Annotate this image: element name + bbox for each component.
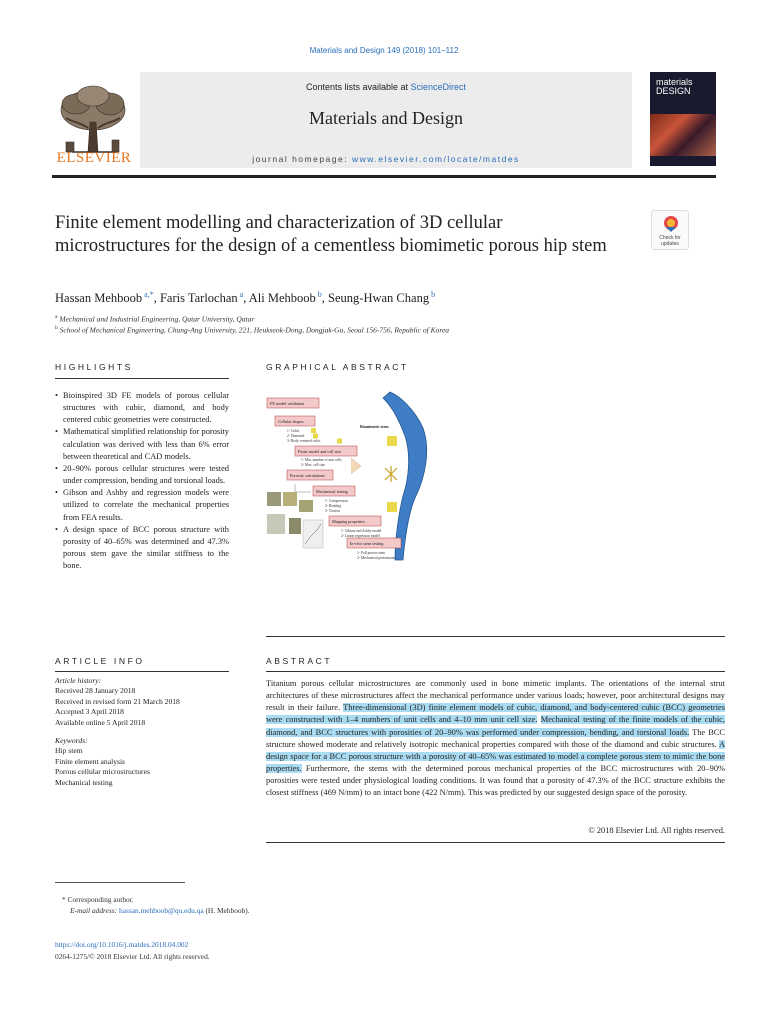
corresponding-star[interactable]: * <box>149 290 154 299</box>
ga-label: 1- Gibson and Ashby model <box>341 529 382 533</box>
check-updates-label: Check for updates <box>659 235 681 247</box>
highlighted-sentence[interactable]: A design space for a BCC porous structure with a porosity of 40–65% was estimated to model a complete porous stem to mimic the bone properties. <box>266 739 725 774</box>
revised-date: Received in revised form 21 March 2018 <box>55 696 180 706</box>
highlights-heading: HIGHLIGHTS <box>55 362 133 372</box>
check-for-updates-button[interactable] <box>651 210 689 250</box>
homepage-prefix: journal homepage: <box>252 154 352 164</box>
highlight-item: • A design space of BCC porous structure with porosity of 40–65% was determined and 47.3% porous stem gave the similar stiffness to the bone. <box>55 524 229 573</box>
ga-label: 2- Max. cell size <box>301 463 325 467</box>
email-footnote: E-mail address: hassan.mehboob@qu.edu.qa (H. Mehboob). <box>70 906 250 915</box>
ga-label: 1- Min. number of unit cells <box>301 458 342 462</box>
journal-reference-link[interactable]: Materials and Design 149 (2018) 101–112 <box>309 46 459 55</box>
ga-label: 2- Linear regression model <box>341 534 380 538</box>
corresponding-footnote: * Corresponding author. <box>62 895 134 904</box>
author-affil-mark: b <box>317 290 322 299</box>
highlighted-sentence[interactable]: Three-dimensional (3D) finite element models of cubic, diamond, and body-centered cubic (BCC) geometries were constructed with 1–4 numbers of unit cells and 4–10 mm unit cell size. <box>266 703 725 725</box>
author-name: Seung-Hwan Chang <box>328 291 430 306</box>
contents-line <box>140 82 632 92</box>
article-info-rule <box>55 671 229 672</box>
abstract-rule <box>266 671 725 672</box>
ga-label: Finite model and cell size <box>298 449 342 454</box>
ga-label: Biomimetic stem <box>360 424 389 429</box>
abstract-end-rule <box>266 842 725 843</box>
publisher-name: ELSEVIER <box>56 150 132 166</box>
graphical-abstract-heading: GRAPHICAL ABSTRACT <box>266 362 409 372</box>
cover-artwork <box>650 114 716 156</box>
ga-label: 3- Torsion <box>325 509 340 513</box>
highlight-item: • Bioinspired 3D FE models of porous cellular structures with cubic, diamond, and body centered cubic geometries were constructed. <box>55 390 229 426</box>
keyword: Porous cellular microstructures <box>55 767 150 777</box>
cover-title-line-1: materials <box>656 77 693 87</box>
article-title: Finite element modelling and characterization of 3D cellular microstructures for the design of a cementless biomimetic porous hip stem <box>55 213 607 256</box>
author-affil-mark: b <box>431 290 436 299</box>
graphical-abstract-rule <box>266 636 725 637</box>
doi-link[interactable]: https://doi.org/10.1016/j.matdes.2018.04.002 <box>55 940 189 949</box>
author-2[interactable]: Faris Tarlochan $^a$, <box>159 290 249 306</box>
affiliation-b: $^b$ School of Mechanical Engineering, Chung-Ang University, 221, Heukseok-Dong, Dongjak-Gu, Seoul 156-756, Republic of Korea <box>55 325 450 335</box>
ga-label: 1- Full porous stem <box>357 551 386 555</box>
keyword: Finite element analysis <box>55 756 126 766</box>
ga-label: 1- Cubic <box>287 429 300 433</box>
article-info-heading: ARTICLE INFO <box>55 656 145 666</box>
ga-label: 2- Diamond <box>287 434 305 438</box>
author-name: Hassan Mehboob <box>55 291 143 306</box>
contents-prefix: Contents lists available at <box>305 82 411 92</box>
ga-label: Mapping properties <box>332 519 365 524</box>
journal-homepage-link[interactable]: www.elsevier.com/locate/matdes <box>351 154 520 164</box>
ga-label: Cellular shapes <box>278 419 304 424</box>
affiliation-a: $^a$ Mechanical and Industrial Engineering, Qatar University, Qatar <box>55 314 255 324</box>
sciencedirect-link[interactable]: ScienceDirect <box>410 82 467 92</box>
ga-label: Porosity calculations <box>290 473 326 478</box>
cover-title <box>656 78 693 96</box>
highlighted-sentence[interactable]: Mechanical testing of the finite models of the cubic, diamond, and BCC structures with porosities of 20–90% was performed under compression, bending, and torsional loads. <box>266 715 725 737</box>
issn-copyright: 0264-1275/© 2018 Elsevier Ltd. All rights reserved. <box>55 952 210 961</box>
footnote-rule <box>55 882 185 883</box>
article-info-block <box>55 676 255 788</box>
ga-label: FE model validation <box>270 401 305 406</box>
ga-label: 2- Mechanical performance <box>357 556 397 560</box>
journal-masthead <box>52 70 716 174</box>
abstract-text: Titanium porous cellular microstructures are commonly used in bone mimetic implants. The orientations of the internal strut architectures of these microstructures affect the mechanical performance under various loads; however, poor architectural designs may result in their failure. Three-dimensional (3D) finite element models of cubic, diamond, and body-centered cubic (BCC) geometries were constructed with 1–4 numbers of unit cells and 4–10 mm unit cell size. Mechanical testing of the finite models of the cubic, diamond, and BCC structures with porosities of 20–90% was performed under compression, bending, and torsional loads. The BCC structure showed moderate and relatively isotropic mechanical properties compared with those of the diamond and cubic structures. A design space for a BCC porous structure with a porosity of 40–65% was estimated to model a complete porous stem to mimic the bone properties. Furthermore, the stems with the determined porous mechanical properties of the BCC microstructures with 20–90% porosities were tested under physiological loading conditions. It was found that a porosity of 47.3% of the BCC structure exhibits the closest stiffness (469 N/mm) to an intact bone (422 N/mm). This was predicted by our suggested design space of the porosity. <box>266 679 725 798</box>
ga-label: 3- Body centered cubic <box>287 439 321 443</box>
author-list <box>55 290 435 306</box>
author-email-link[interactable]: hassan.mehboob@qu.edu.qa <box>119 906 204 915</box>
ga-label: Mechanical testing <box>316 489 348 494</box>
keywords-label: Keywords: <box>55 736 88 746</box>
article-history-label: Article history: <box>55 676 102 685</box>
author-name: Ali Mehboob <box>248 291 316 306</box>
author-name: Faris Tarlochan <box>159 291 238 306</box>
highlight-item: • 20–90% porous cellular structures were tested under compression, bending and torsional loads. <box>55 463 229 487</box>
highlight-item: • Mathematical simplified relationship for porosity calculation was derived with less than 6% error between theoretical and CAD models. <box>55 426 229 462</box>
highlights-rule <box>55 378 229 379</box>
journal-header-band <box>140 72 632 168</box>
received-date: Received 28 January 2018 <box>55 686 136 696</box>
keyword: Hip stem <box>55 746 83 756</box>
ga-label: 2- Bending <box>325 504 342 508</box>
highlight-item: • Gibson and Ashby and regression models were utilized to correlate the mechanical properties from FEA results. <box>55 487 229 523</box>
homepage-line <box>140 154 632 164</box>
highlights-list <box>55 390 229 572</box>
online-date: Available online 5 April 2018 <box>55 717 146 727</box>
accepted-date: Accepted 3 April 2018 <box>55 707 124 717</box>
ga-label: 1- Compression <box>325 499 348 503</box>
journal-title: Materials and Design <box>309 108 463 128</box>
cover-title-line-2: DESIGN <box>656 86 691 96</box>
graphical-abstract-figure[interactable] <box>265 388 445 566</box>
author-affil-mark: a,* <box>144 290 154 299</box>
keyword: Mechanical testing <box>55 777 113 787</box>
author-1[interactable]: Hassan Mehboob $^{a,*}$, <box>55 290 160 306</box>
abstract-heading: ABSTRACT <box>266 656 333 666</box>
abstract-copyright: © 2018 Elsevier Ltd. All rights reserved. <box>588 826 725 835</box>
author-affil-mark: a <box>239 290 244 299</box>
journal-cover-image[interactable] <box>650 72 716 166</box>
check-updates-icon <box>663 215 679 233</box>
author-3[interactable]: Ali Mehboob $^b$, <box>248 290 329 306</box>
masthead-rule <box>52 175 716 178</box>
author-4[interactable] <box>328 291 435 305</box>
ga-label: In-vivo stem testing <box>350 541 384 546</box>
